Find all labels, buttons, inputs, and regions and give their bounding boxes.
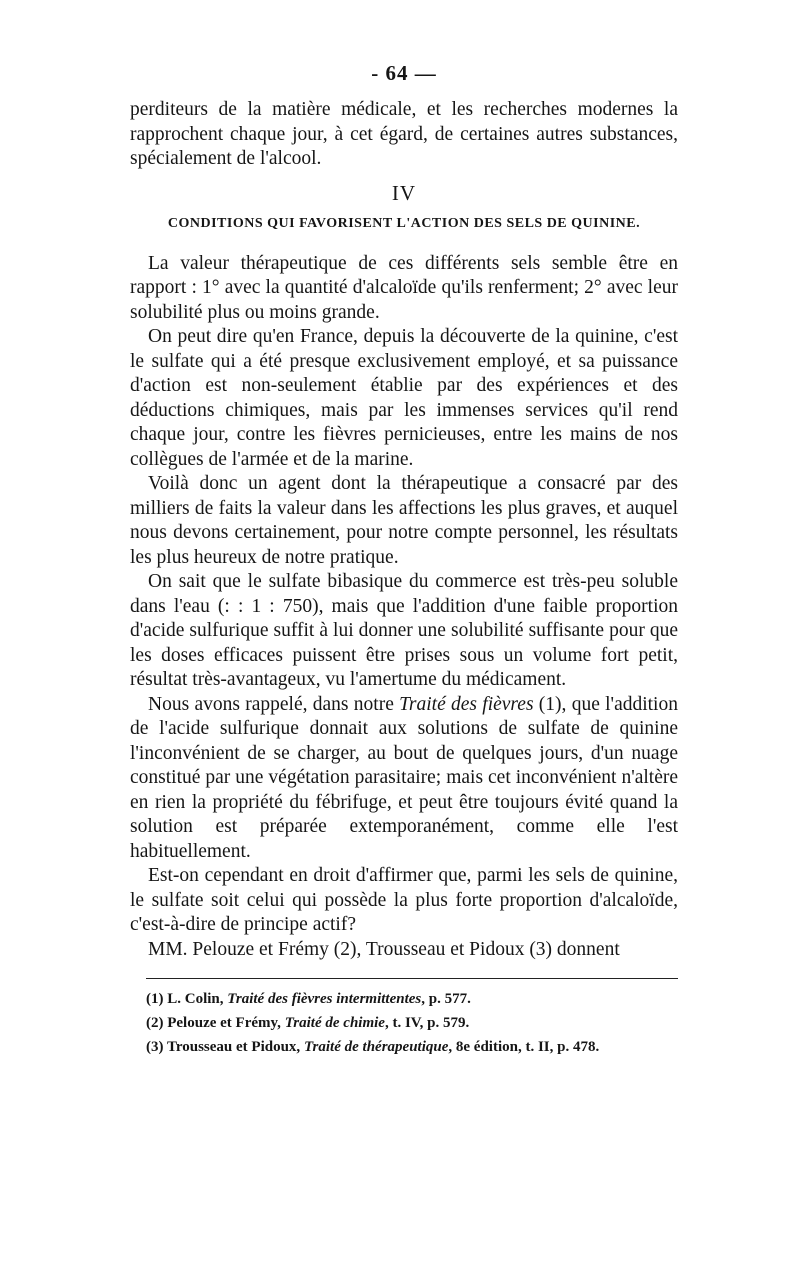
page-number: - 64 —	[371, 61, 437, 85]
paragraph-4: On sait que le sulfate bibasique du commerce est très-peu soluble dans l'eau (: : 1 : 750), mais que l'addition d'une faible proportion d'acide sulfurique suffit à lui donner une solubilité suffisante pour que les doses efficaces puissent être prises sous un volume fort petit, résultat très-avantageux, vu l'amertume du médicament.	[130, 571, 678, 690]
book-page	[130, 58, 678, 1059]
footnote-1-prefix: (1) L. Colin,	[146, 991, 228, 1007]
footnote-1-title: Traité des fièvres intermittentes	[227, 991, 422, 1007]
paragraph-2: On peut dire qu'en France, depuis la découverte de la quinine, c'est le sulfate qui a été presque exclusivement employé, et sa puissance d'action est non-seulement établie par des expériences et des déductions chimiques, mais par les immenses services qu'il rend chaque jour, contre les fièvres pernicieuses, entre les mains de nos collègues de l'armée et de la marine.	[130, 326, 678, 470]
paragraph-5-text-start: Nous avons rappelé, dans notre	[148, 693, 400, 715]
footnote-3-title: Traité de thérapeutique	[303, 1039, 449, 1055]
paragraph-5	[130, 693, 678, 865]
footnote-1	[130, 987, 678, 1011]
paragraph-6: Est-on cependant en droit d'affirmer que, parmi les sels de quinine, le sulfate soit celui qui possède la plus forte proportion d'alcaloïde, c'est-à-dire de principe actif?	[130, 865, 678, 935]
footnote-1-suffix: , p. 577.	[421, 991, 471, 1007]
paragraph-3: Voilà donc un agent dont la thérapeutique a consacré par des milliers de faits la valeur dans les affections les plus graves, et auquel nous devons certainement, pour notre compte personnel, les résultats les plus heureux de notre pratique.	[130, 473, 678, 568]
footnote-3	[130, 1035, 678, 1059]
footnote-2-prefix: (2) Pelouze et Frémy,	[146, 1015, 285, 1031]
paragraph-1: La valeur thérapeutique de ces différents sels semble être en rapport : 1° avec la quantité d'alcaloïde qu'ils renferment; 2° avec leur solubilité plus ou moins grande.	[130, 252, 678, 323]
footnote-divider	[146, 978, 678, 979]
section-title: CONDITIONS QUI FAVORISENT L'ACTION DES SELS DE QUININE.	[167, 215, 641, 231]
footnote-3-prefix: (3) Trousseau et Pidoux,	[146, 1039, 304, 1055]
paragraph-5-book-title: Traité des fièvres	[399, 693, 534, 715]
section-numeral: IV	[391, 180, 417, 205]
footnote-2-title: Traité de chimie	[284, 1015, 385, 1031]
paragraph-7: MM. Pelouze et Frémy (2), Trousseau et Pidoux (3) donnent	[148, 938, 620, 960]
footnote-2-suffix: , t. IV, p. 579.	[384, 1015, 470, 1031]
continued-paragraph: perditeurs de la matière médicale, et les recherches modernes la rapprochent chaque jour, à cet égard, de certaines autres substances, spécialement de l'alcool.	[130, 99, 678, 169]
footnote-2	[130, 1011, 678, 1035]
paragraph-5-text-end: (1), que l'addition de l'acide sulfurique donnait aux solutions de sulfate de quinine l'inconvénient de se charger, au bout de quelques jours, d'un nuage constitué par une végétation parasitaire; mais cet inconvénient n'altère en rien la propriété du fébrifuge, et peut être toujours évité quand la solution est préparée extemporanément, comme elle l'est habituellement.	[130, 693, 678, 862]
footnote-3-suffix: , 8e édition, t. II, p. 478.	[448, 1039, 600, 1055]
